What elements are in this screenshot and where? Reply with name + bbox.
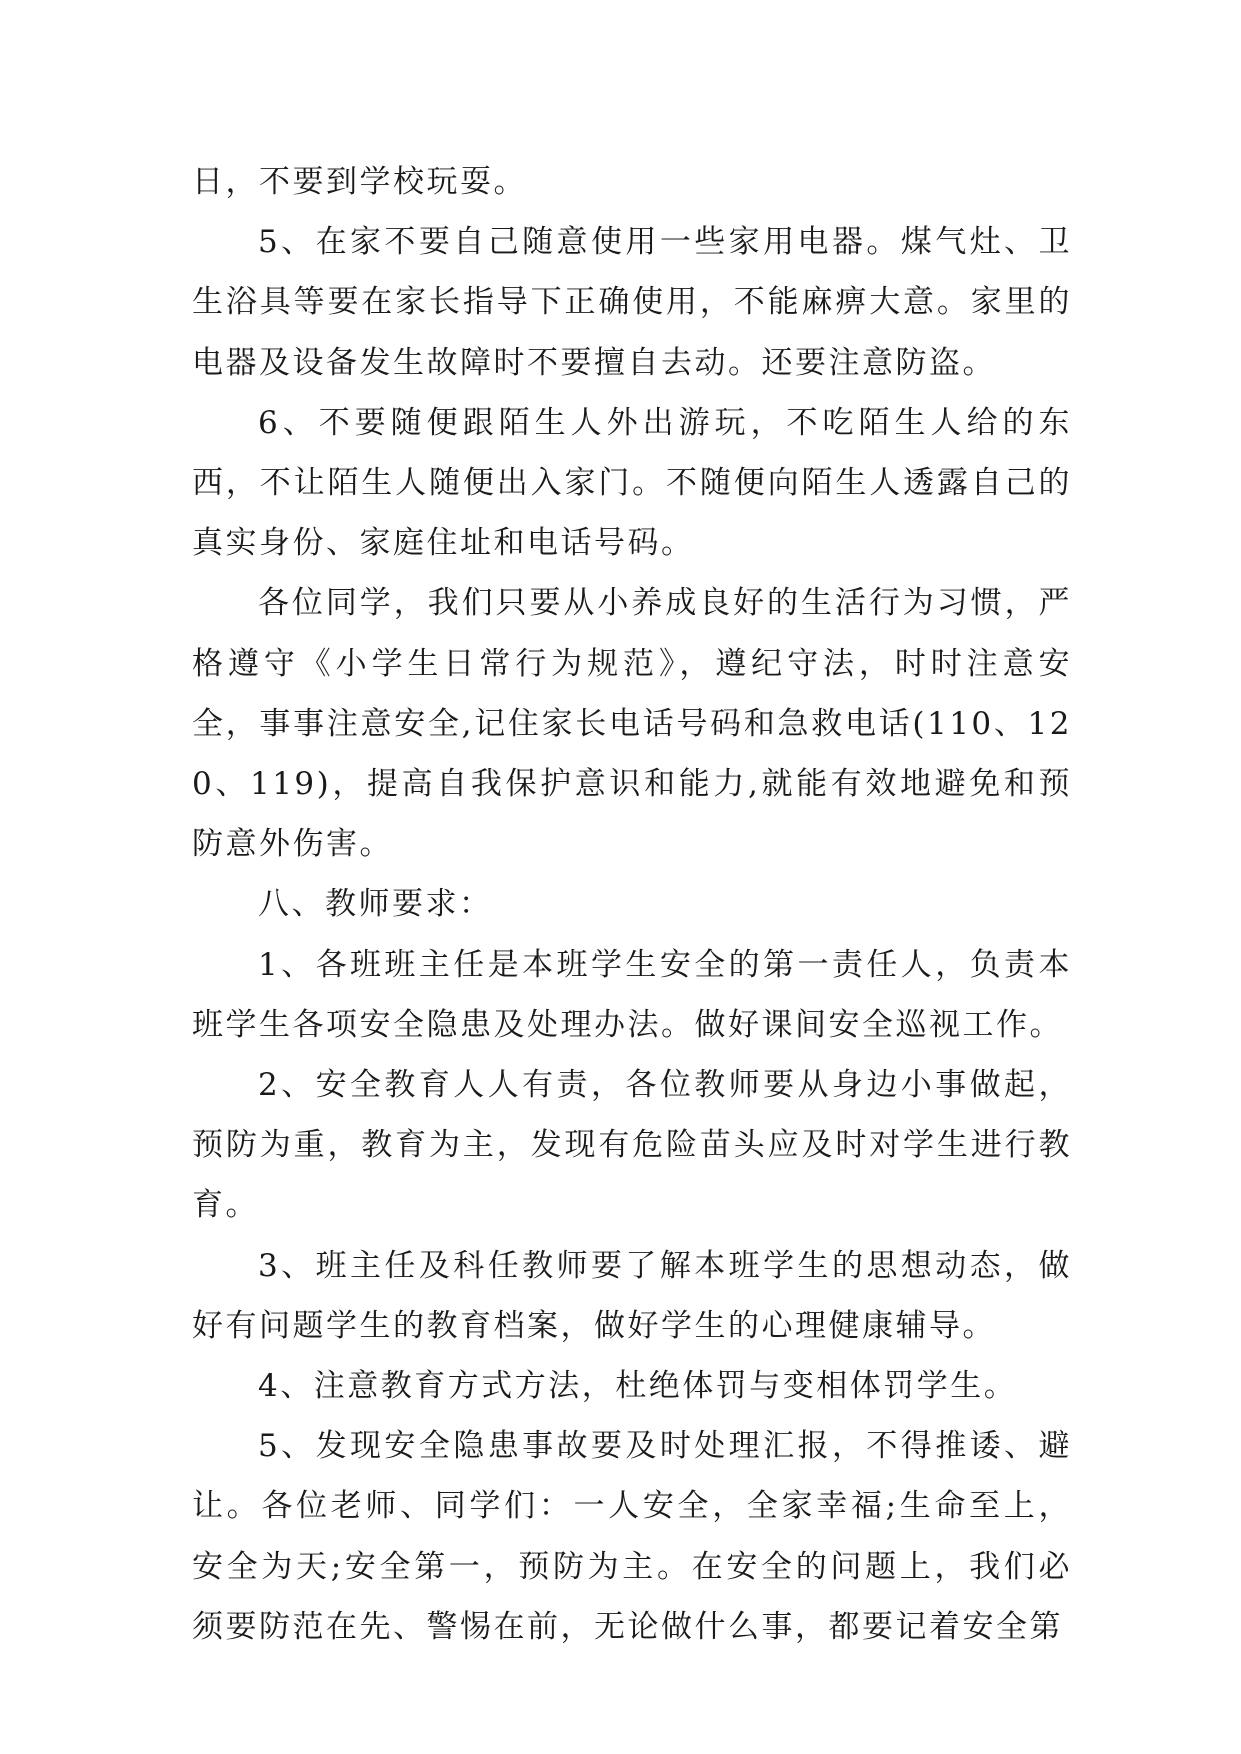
section-heading-teacher-requirements: 八、教师要求： xyxy=(258,886,493,923)
paragraph-item-5-appliances: 5、在家不要自己随意使用一些家用电器。煤气灶、卫生浴具等要在家长指导下正确使用，不能麻痹大意。家里的电器及设备发生故障时不要擅自去动。还要注意防盗。 xyxy=(192,224,1072,381)
paragraph-teacher-item-3: 3、班主任及科任教师要了解本班学生的思想动态，做好有问题学生的教育档案，做好学生的心理健康辅导。 xyxy=(192,1247,1072,1344)
paragraph-teacher-item-2: 2、安全教育人人有责，各位教师要从身边小事做起，预防为重，教育为主，发现有危险苗头应及时对学生进行教育。 xyxy=(192,1067,1072,1224)
paragraph-continuation: 日，不要到学校玩耍。 xyxy=(192,164,527,200)
document-body xyxy=(192,152,1072,1657)
paragraph-teacher-item-5: 5、发现安全隐患事故要及时处理汇报，不得推诿、避让。各位老师、同学们：一人安全，全家幸福;生命至上，安全为天;安全第一，预防为主。在安全的问题上，我们必须要防范在先、警惕在前，无论做什么事，都要记着安全第 xyxy=(192,1428,1072,1645)
paragraph-teacher-item-1: 1、各班班主任是本班学生安全的第一责任人，负责本班学生各项安全隐患及处理办法。做好课间安全巡视工作。 xyxy=(192,946,1072,1043)
paragraph-students-summary: 各位同学，我们只要从小养成良好的生活行为习惯，严格遵守《小学生日常行为规范》，遵纪守法，时时注意安全，事事注意安全,记住家长电话号码和急救电话(110、120、119)，提高自我保护意识和能力,就能有效地避免和预防意外伤害。 xyxy=(192,585,1072,863)
paragraph-teacher-item-4: 4、注意教育方式方法，杜绝体罚与变相体罚学生。 xyxy=(258,1368,1018,1405)
paragraph-item-6-strangers: 6、不要随便跟陌生人外出游玩，不吃陌生人给的东西，不让陌生人随便出入家门。不随便向陌生人透露自己的真实身份、家庭住址和电话号码。 xyxy=(192,404,1072,562)
